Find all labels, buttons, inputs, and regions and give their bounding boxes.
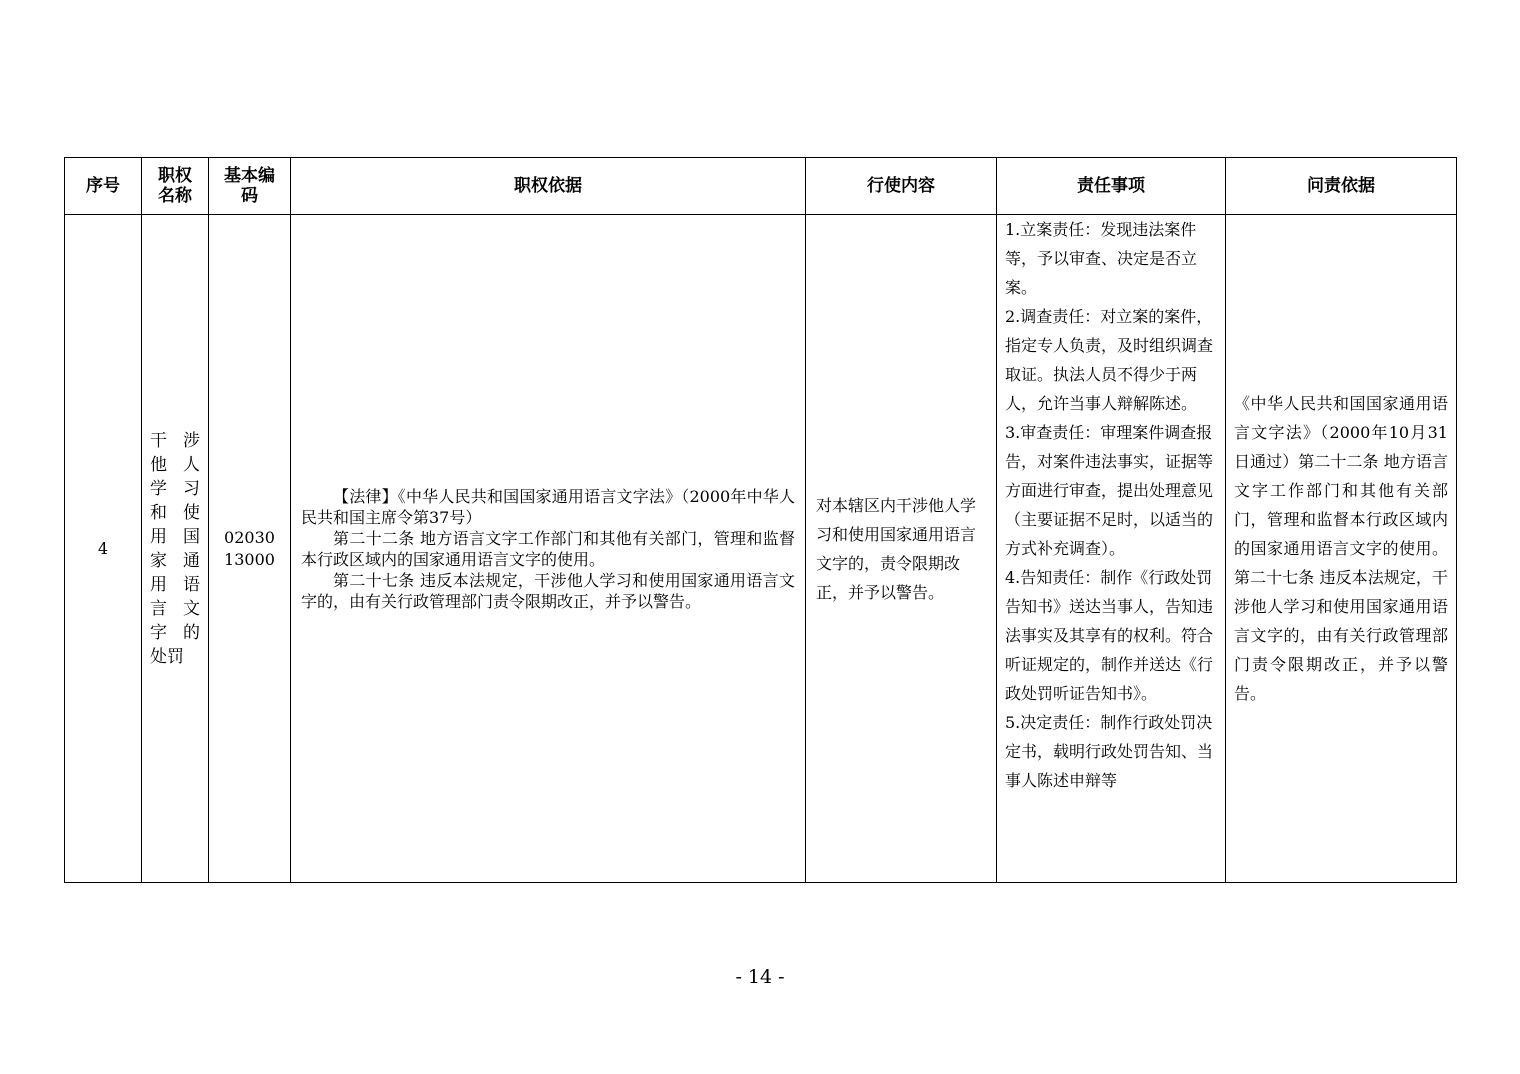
legal-basis-paragraph: 【法律】《中华人民共和国国家通用语言文字法》（2000年中华人民共和国主席令第37号） bbox=[301, 486, 795, 527]
authority-name-char: 学 bbox=[150, 478, 167, 499]
header-accountability-basis: 问责依据 bbox=[1226, 158, 1457, 215]
header-basic-code-line: 基本编 bbox=[224, 166, 275, 186]
row-responsibilities bbox=[997, 215, 1226, 883]
authority-name-char: 语 bbox=[183, 574, 200, 595]
authority-name-char: 通 bbox=[183, 550, 200, 571]
header-responsibilities: 责任事项 bbox=[997, 158, 1226, 215]
header-basic-code bbox=[209, 158, 291, 215]
responsibility-item: 4.告知责任：制作《行政处罚告知书》送达当事人，告知违法事实及其享有的权利。符合听证规定的，制作并送达《行政处罚听证告知书》。 bbox=[1005, 568, 1214, 703]
authority-name-line bbox=[150, 501, 200, 525]
authority-name-line bbox=[150, 453, 200, 477]
responsibility-item: 5.决定责任：制作行政处罚决定书，载明行政处罚告知、当事人陈述申辩等 bbox=[1005, 713, 1214, 790]
authority-name-char: 用 bbox=[150, 526, 167, 547]
authority-name-line bbox=[150, 621, 200, 645]
legal-basis-paragraph: 第二十二条 地方语言文字工作部门和其他有关部门，管理和监督本行政区域内的国家通用语言文字的使用。 bbox=[301, 528, 795, 569]
authority-name-char: 用 bbox=[150, 574, 167, 595]
responsibility-item: 2.调查责任：对立案的案件，指定专人负责，及时组织调查取证。执法人员不得少于两人，允许当事人辩解陈述。 bbox=[1005, 307, 1214, 413]
authority-name-char: 处罚 bbox=[150, 646, 184, 667]
authority-name-line bbox=[150, 573, 200, 597]
header-authority-name bbox=[142, 158, 209, 215]
authority-name-char: 习 bbox=[183, 478, 200, 499]
row-accountability-basis: 《中华人民共和国国家通用语言文字法》（2000年10月31日通过）第二十二条 地方语言文字工作部门和其他有关部门，管理和监督本行政区域内的国家通用语言文字的使用。第二十七条 违反本法规定，干涉他人学习和使用国家通用语言文字的，由有关行政管理部门责令限期改正，并予以警告。 bbox=[1226, 215, 1457, 883]
authority-name-line bbox=[150, 597, 200, 621]
header-row bbox=[65, 158, 1457, 215]
row-exercise-content: 对本辖区内干涉他人学习和使用国家通用语言文字的，责令限期改正，并予以警告。 bbox=[806, 215, 997, 883]
authority-name-char: 人 bbox=[183, 454, 200, 475]
authority-name-lines bbox=[150, 429, 200, 669]
header-legal-basis: 职权依据 bbox=[291, 158, 806, 215]
authority-name-char: 言 bbox=[150, 598, 167, 619]
authority-name-line bbox=[150, 549, 200, 573]
authority-name-char: 国 bbox=[183, 526, 200, 547]
header-authority-name-line: 名称 bbox=[158, 186, 192, 206]
page-number: - 14 - bbox=[735, 966, 785, 988]
authority-name-char: 涉 bbox=[183, 430, 200, 451]
authority-name-line bbox=[150, 477, 200, 501]
table-row bbox=[65, 215, 1457, 883]
authority-table bbox=[64, 157, 1457, 883]
row-authority-name bbox=[142, 215, 209, 883]
legal-basis-paragraph: 第二十七条 违反本法规定，干涉他人学习和使用国家通用语言文字的，由有关行政管理部门责令限期改正，并予以警告。 bbox=[301, 570, 795, 611]
header-authority-name-line: 职权 bbox=[158, 166, 192, 186]
authority-name-char: 他 bbox=[150, 454, 167, 475]
authority-name-char: 使 bbox=[183, 502, 200, 523]
authority-name-line bbox=[150, 525, 200, 549]
authority-name-char: 的 bbox=[183, 622, 200, 643]
authority-name-line bbox=[150, 429, 200, 453]
authority-name-char: 和 bbox=[150, 502, 167, 523]
responsibility-item: 3.审查责任：审理案件调查报告，对案件违法事实，证据等方面进行审查，提出处理意见（主要证据不足时，以适当的方式补充调查）。 bbox=[1005, 423, 1214, 558]
row-legal-basis bbox=[291, 215, 806, 883]
authority-name-char: 字 bbox=[150, 622, 167, 643]
authority-name-char: 干 bbox=[150, 430, 167, 451]
header-basic-code-line: 码 bbox=[241, 186, 258, 206]
responsibilities-list bbox=[1005, 215, 1217, 882]
authority-name-line bbox=[150, 645, 200, 669]
authority-name-char: 家 bbox=[150, 550, 167, 571]
responsibility-item: 1.立案责任：发现违法案件等，予以审查、决定是否立案。 bbox=[1005, 220, 1198, 297]
basic-code-line: 02030 bbox=[224, 527, 275, 547]
header-serial: 序号 bbox=[65, 158, 142, 215]
row-basic-code bbox=[209, 215, 291, 883]
authority-name-char: 文 bbox=[183, 598, 200, 619]
basic-code-line: 13000 bbox=[224, 549, 275, 569]
row-serial-number: 4 bbox=[65, 215, 142, 883]
header-exercise-content: 行使内容 bbox=[806, 158, 997, 215]
